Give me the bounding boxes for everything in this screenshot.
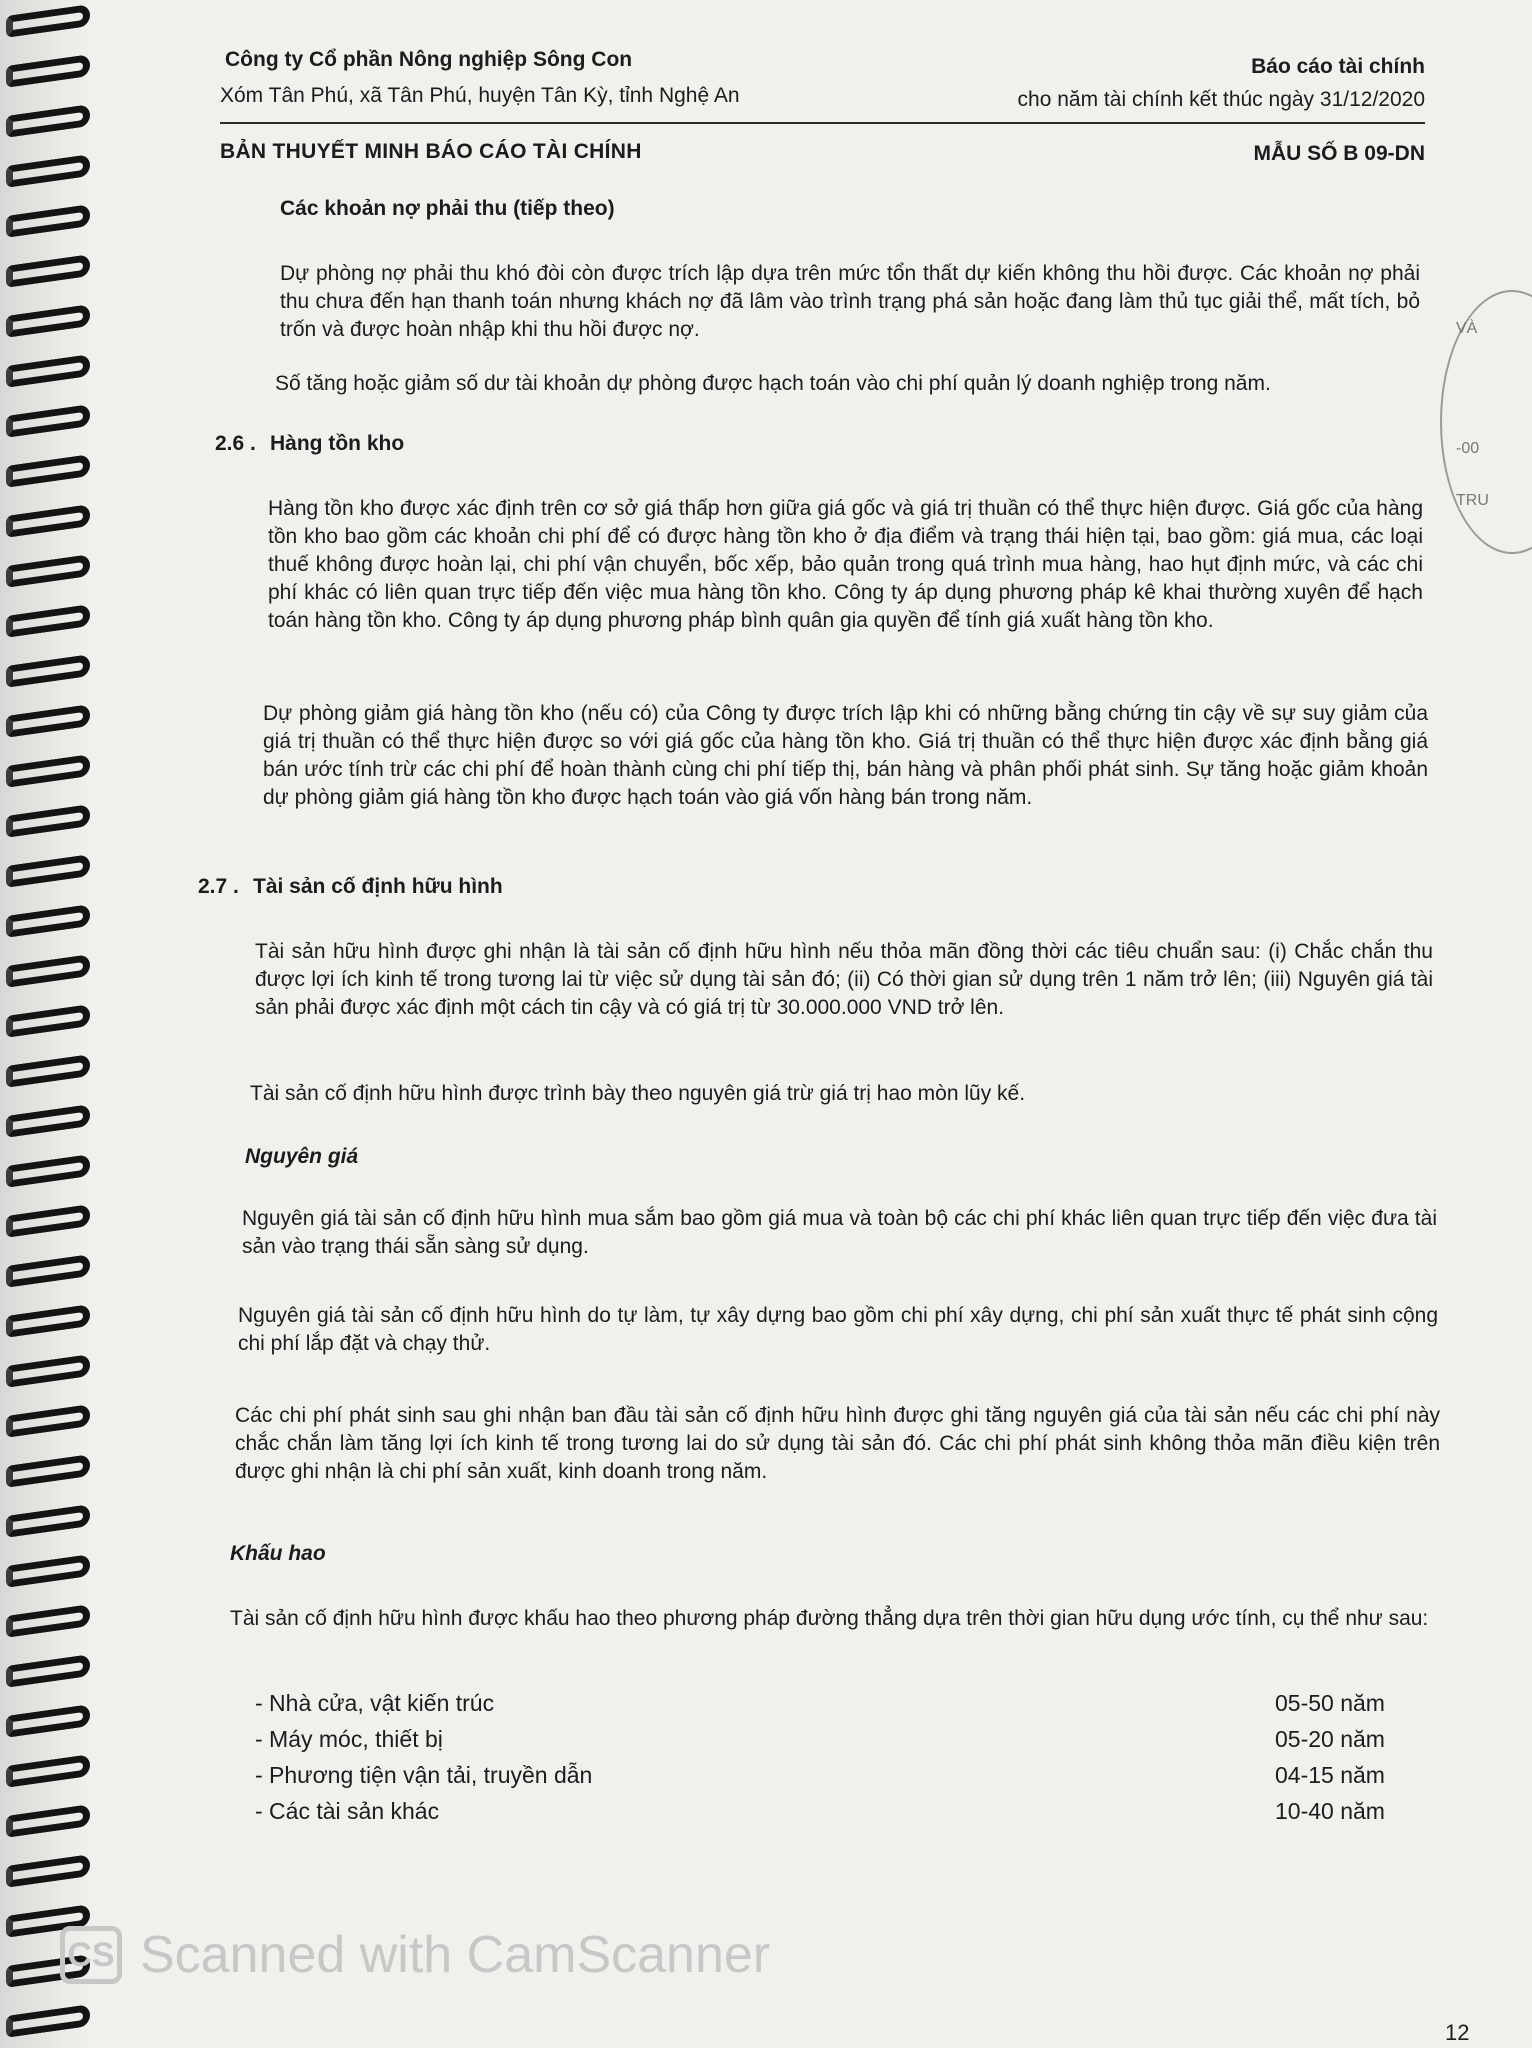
binding-coil [6,904,90,938]
binding-coil [6,1704,90,1738]
section-title: Tài sản cố định hữu hình [253,875,503,898]
cost-subheading: Nguyên giá [245,1145,359,1168]
binding-coil [6,404,90,438]
binding-coil [6,1454,90,1488]
company-seal [1440,290,1532,554]
binding-coil [6,1404,90,1438]
binding-coil [6,554,90,588]
seal-text: TRU [1456,492,1489,509]
binding-coil [6,204,90,238]
asset-class: - Máy móc, thiết bị [255,1726,443,1752]
document-title: BẢN THUYẾT MINH BÁO CÁO TÀI CHÍNH [220,140,642,163]
seal-text: -00 [1456,440,1480,457]
binding-coil [6,504,90,538]
binding-coil [6,1754,90,1788]
section-fixed-assets-heading [198,873,503,901]
fixed-assets-paragraph-1: Tài sản hữu hình được ghi nhận là tài sản cố định hữu hình nếu thỏa mãn đồng thời các tiêu chuẩn sau: (i) Chắc chắn thu được lợi ích kinh tế trong tương lai từ việc sử dụng tài sản đó; (ii) Có thời gian sử dụng trên 1 năm trở lên; (iii) Nguyên giá tài sản phải được xác định một cách tin cậy và có giá trị từ 30.000.000 VND trở lên. [255,940,1433,1019]
receivables-paragraph-1: Dự phòng nợ phải thu khó đòi còn được trích lập dựa trên mức tổn thất dự kiến không thu hồi được. Các khoản nợ phải thu chưa đến hạn thanh toán nhưng khách nợ đã lâm vào trình trạng phá sản hoặc đang làm thủ tục giải thể, mất tích, bỏ trốn và được hoàn nhập khi thu hồi được nợ. [280,262,1420,341]
binding-coil [6,1304,90,1338]
binding-coil [6,1204,90,1238]
binding-coil [6,354,90,388]
useful-life: 05-50 năm [1275,1690,1385,1716]
depreciation-list [255,1685,1405,1829]
list-item [255,1685,1405,1721]
cost-paragraph-1: Nguyên giá tài sản cố định hữu hình mua sắm bao gồm giá mua và toàn bộ các chi phí khác liên quan trực tiếp đến việc đưa tài sản vào trạng thái sẵn sàng sử dụng. [242,1207,1437,1258]
binding-coil [6,1004,90,1038]
binding-coil [6,1054,90,1088]
binding-coil [6,104,90,138]
section-title: Hàng tồn kho [270,432,405,455]
binding-coil [6,754,90,788]
depreciation-subheading: Khấu hao [230,1542,326,1565]
receivables-paragraph-2: Số tăng hoặc giảm số dư tài khoản dự phòng được hạch toán vào chi phí quản lý doanh nghiệp trong năm. [275,372,1271,395]
list-item [255,1757,1405,1793]
binding-coil [6,1104,90,1138]
binding-coil [6,254,90,288]
list-item [255,1721,1405,1757]
useful-life: 10-40 năm [1275,1798,1385,1824]
header-divider [220,122,1425,124]
useful-life: 04-15 năm [1275,1762,1385,1788]
form-number: MẪU SỐ B 09-DN [1253,142,1425,165]
report-title: Báo cáo tài chính [1251,55,1425,78]
binding-coil [6,4,90,38]
binding-coil [6,2004,90,2038]
binding-coil [6,604,90,638]
binding-coil [6,1604,90,1638]
list-item [255,1793,1405,1829]
binding-coil [6,654,90,688]
inventory-paragraph-1: Hàng tồn kho được xác định trên cơ sở giá thấp hơn giữa giá gốc và giá trị thuần có thể thực hiện được. Giá gốc của hàng tồn kho bao gồm các khoản chi phí để có được hàng tồn kho ở địa điểm và trạng thái hiện tại, bao gồm: giá mua, các loại thuế không được hoàn lại, chi phí vận chuyển, bốc xếp, bảo quản trong quá trình mua hàng, hao hụt định mức, và các chi phí khác có liên quan trực tiếp đến việc mua hàng tồn kho. Công ty áp dụng phương pháp kê khai thường xuyên để hạch toán hàng tồn kho. Công ty áp dụng phương pháp bình quân gia quyền để tính giá xuất hàng tồn kho. [268,497,1423,632]
asset-class: - Phương tiện vận tải, truyền dẫn [255,1762,593,1788]
binding-coil [6,454,90,488]
watermark-text: Scanned with CamScanner [140,1926,771,1984]
binding-coil [6,1854,90,1888]
asset-class: - Nhà cửa, vật kiến trúc [255,1690,495,1716]
asset-class: - Các tài sản khác [255,1798,440,1824]
binding-coil [6,704,90,738]
camscanner-watermark [60,1925,770,1985]
binding-coil [6,1804,90,1838]
binding-coil [6,1654,90,1688]
inventory-paragraph-2: Dự phòng giảm giá hàng tồn kho (nếu có) của Công ty được trích lập khi có những bằng chứng tin cậy về sự suy giảm của giá trị thuần có thể thực hiện được so với giá gốc của hàng tồn kho. Giá trị thuần có thể thực hiện được xác định bằng giá bán ước tính trừ các chi phí để hoàn thành cùng chi phí tiếp thị, bán hàng và phân phối phát sinh. Sự tăng hoặc giảm khoản dự phòng giảm giá hàng tồn kho được hạch toán vào giá vốn hàng bán trong năm. [263,702,1428,809]
fixed-assets-paragraph-2: Tài sản cố định hữu hình được trình bày theo nguyên giá trừ giá trị hao mòn lũy kế. [250,1082,1026,1105]
binding-coil [6,1254,90,1288]
binding-coil [6,854,90,888]
company-name: Công ty Cổ phần Nông nghiệp Sông Con [225,48,633,71]
cost-paragraph-2: Nguyên giá tài sản cố định hữu hình do tự làm, tự xây dựng bao gồm chi phí xây dựng, chi phí sản xuất thực tế phát sinh cộng chi phí lắp đặt và chạy thử. [238,1304,1438,1355]
binding-coil [6,304,90,338]
binding-coil [6,1354,90,1388]
camscanner-logo-icon: CS [60,1926,122,1984]
page-number: 12 [1445,2020,1470,2045]
binding-coil [6,1504,90,1538]
section-inventory-heading [215,430,404,458]
section-number: 2.6 . [215,432,256,455]
company-address: Xóm Tân Phú, xã Tân Phú, huyện Tân Kỳ, tỉnh Nghệ An [220,84,740,107]
binding-coil [6,804,90,838]
section-number: 2.7 . [198,875,239,898]
binding-coil [6,1554,90,1588]
binding-coil [6,1154,90,1188]
spiral-binding [0,0,95,2048]
depreciation-paragraph: Tài sản cố định hữu hình được khấu hao theo phương pháp đường thẳng dựa trên thời gian hữu dụng ước tính, cụ thể như sau: [230,1607,1429,1630]
binding-coil [6,54,90,88]
cost-paragraph-3: Các chi phí phát sinh sau ghi nhận ban đầu tài sản cố định hữu hình được ghi tăng nguyên giá của tài sản nếu các chi phí này chắc chắn làm tăng lợi ích kinh tế trong tương lai do sử dụng tài sản đó. Các chi phí phát sinh không thỏa mãn điều kiện trên được ghi nhận là chi phí sản xuất, kinh doanh trong năm. [235,1404,1440,1483]
receivables-heading: Các khoản nợ phải thu (tiếp theo) [280,197,615,220]
binding-coil [6,954,90,988]
useful-life: 05-20 năm [1275,1726,1385,1752]
seal-text: VÀ [1456,320,1478,337]
report-period: cho năm tài chính kết thúc ngày 31/12/2020 [1017,88,1425,111]
binding-coil [6,154,90,188]
